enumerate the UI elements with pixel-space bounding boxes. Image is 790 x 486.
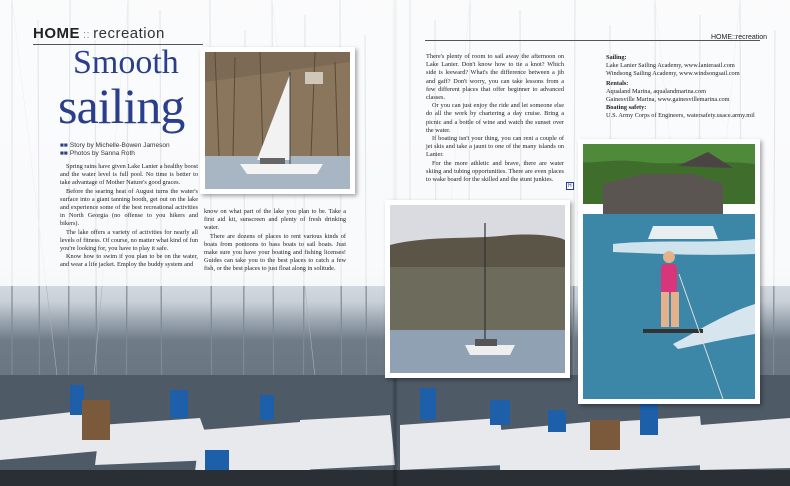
header-rule-right: [425, 40, 760, 41]
section-header-right: HOME::recreation: [711, 34, 768, 41]
story-credit: ■■ Story by Michelle-Bowen Jameson: [60, 142, 170, 149]
header-separator: ::: [83, 29, 91, 41]
safety-heading: Boating safety:: [606, 104, 647, 111]
header-section: recreation: [93, 25, 165, 42]
section-header-left: [33, 25, 165, 42]
end-mark: H: [568, 183, 572, 189]
paragraph: know on what part of the lake you plan to be. Take a first aid kit, sunscreen and plenty of fresh drinking water.: [204, 208, 346, 232]
header-home: HOME: [33, 25, 80, 42]
story-credit-text: Story by Michelle-Bowen Jameson: [69, 142, 170, 149]
article-title-line2: sailing: [58, 78, 185, 134]
paragraph: Or you can just enjoy the ride and let someone else do all the work by chartering a day cruise. Bring a picnic and a bottle of wine and watch the sunset over the water.: [426, 102, 564, 134]
paragraph: If boating isn't your thing, you can rent a couple of jet skis and take a jaunt to one of the many islands on Lanier.: [426, 135, 564, 159]
photo-credit: ■■ Photos by Sanna Roth: [60, 150, 135, 157]
article-title-line1: Smooth: [73, 44, 179, 81]
body-column-2: [204, 208, 346, 274]
rentals-heading: Rentals:: [606, 80, 629, 87]
paragraph: There are dozens of places to rent various kinds of boats from pontoons to bass boats to sail boats. Just make sure you have your boating and fishing licenses! Guides can take you to the best places to catch a few fish, or the best places to just float along in solitude.: [204, 232, 346, 273]
paragraph: The lake offers a variety of activities for nearly all levels of fitness. Of course, no matter what kind of fun you're looking for, you have to play it safe.: [60, 228, 198, 253]
body-column-3: [426, 53, 564, 184]
body-column-1: [60, 163, 198, 270]
paragraph: Spring rains have given Lake Lanier a healthy boost and the water level is full pool. No time is better to take advantage of Mother Nature's good graces.: [60, 163, 198, 187]
resource-sidebar: [606, 54, 756, 120]
paragraph: There's plenty of room to sail away the afternoon on Lake Lanier. Don't know how to tie a knot? Which side is leeward? What's the difference between a jib and gaff? Don't worry, you can take lessons from a few different places that offer beginner to advanced classes.: [426, 53, 564, 102]
sidebar-line: Aqualand Marina, aqualandmarina.com: [606, 88, 707, 95]
sidebar-line: Gainesville Marina, www.gainesvillemarina.com: [606, 96, 730, 103]
paragraph: Before the searing heat of August turns the water's surface into a giant tanning booth, get out on the lake and experience some of the best recreational activities in North Georgia (no offense to you hikers and bikers).: [60, 187, 198, 228]
sidebar-line: Windsong Sailing Academy, www.windsongsail.com: [606, 70, 740, 77]
water-skier-photo: [578, 139, 760, 404]
moored-sailboat-photo: [385, 200, 570, 378]
sidebar-line: U.S. Army Corps of Engineers, watersafety.usace.army.mil: [606, 112, 755, 119]
sidebar-line: Lake Lanier Sailing Academy, www.lanieraail.com: [606, 62, 735, 69]
sailboat-photo: [200, 47, 355, 194]
sailing-heading: Sailing:: [606, 54, 627, 61]
paragraph: For the more athletic and brave, there are water skiing and tubing opportunities. There are even places to wake board for the skilled and the stunt junkies.: [426, 159, 564, 184]
photo-credit-text: Photos by Sanna Roth: [69, 150, 135, 157]
paragraph: Know how to swim if you plan to be on the water, and wear a life jacket. Employ the buddy system and: [60, 253, 198, 269]
